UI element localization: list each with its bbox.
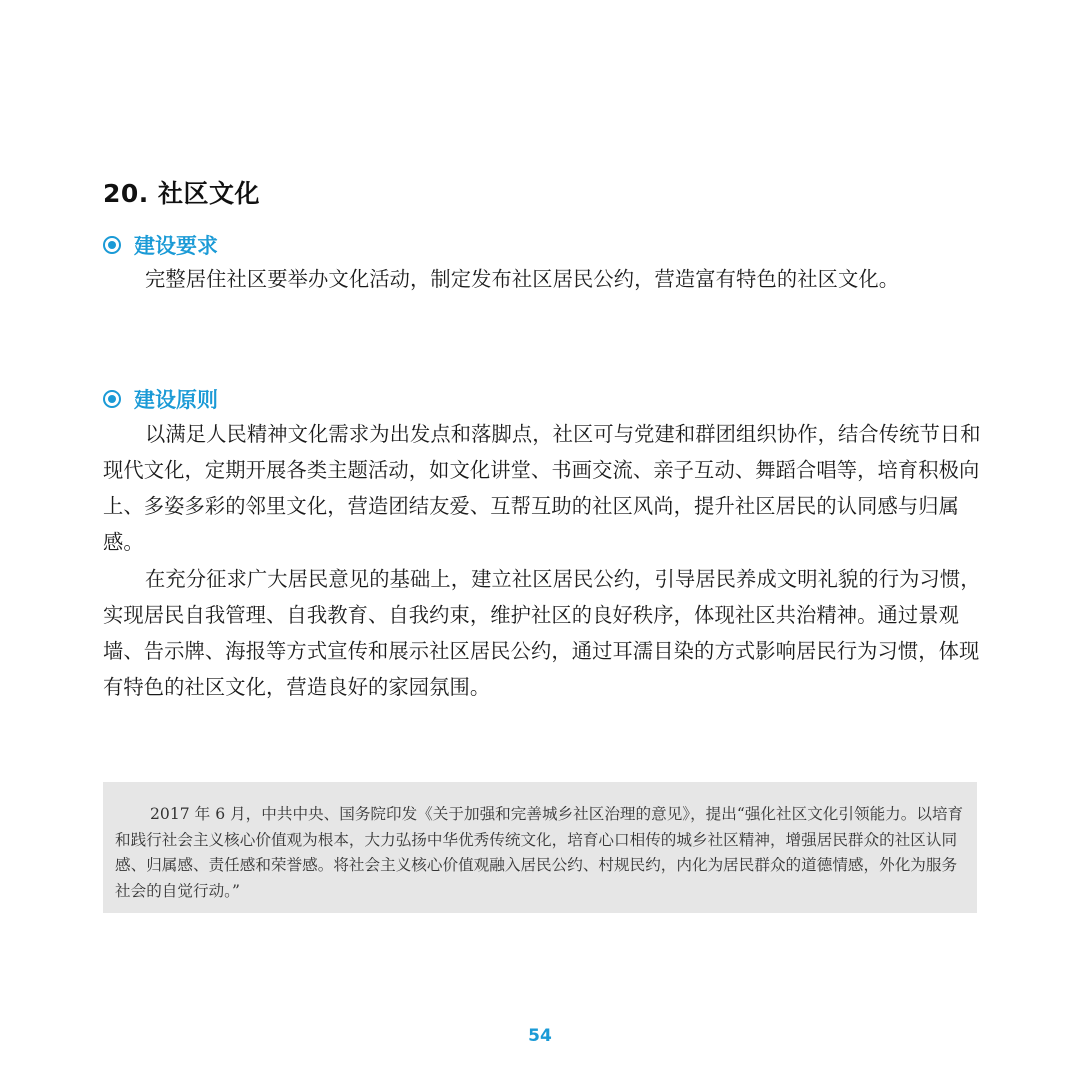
principles-paragraph-2: 在充分征求广大居民意见的基础上，建立社区居民公约，引导居民养成文明礼貌的行为习惯，实现居民自我管理、自我教育、自我约束，维护社区的良好秩序，体现社区共治精神。通过景观墙、告示牌、海报等方式宣传和展示社区居民公约，通过耳濡目染的方式影响居民行为习惯，体现有特色的社区文化，营造良好的家园氛围。 [103,567,981,699]
page-number: 54 [528,1026,552,1046]
principles-heading-label: 建设原则 [134,388,218,412]
requirements-heading [103,230,218,260]
principles-heading [103,384,218,414]
policy-note-text: 2017 年 6 月，中共中央、国务院印发《关于加强和完善城乡社区治理的意见》，提出“强化社区文化引领能力。以培育和践行社会主义核心价值观为根本，大力弘扬中华优秀传统文化，培育心口相传的城乡社区精神，增强居民群众的社区认同感、归属感、责任感和荣誉感。将社会主义核心价值观融入居民公约、村规民约，内化为居民群众的道德情感，外化为服务社会的自觉行动。” [115,805,964,900]
circle-bullet-icon [103,236,121,254]
requirements-text: 完整居住社区要举办文化活动，制定发布社区居民公约，营造富有特色的社区文化。 [145,267,900,291]
circle-bullet-icon [103,390,121,408]
policy-note-box [103,782,977,913]
section-title: 20. 社区文化 [103,179,260,208]
principles-paragraph-1: 以满足人民精神文化需求为出发点和落脚点，社区可与党建和群团组织协作，结合传统节日和现代文化，定期开展各类主题活动，如文化讲堂、书画交流、亲子互动、舞蹈合唱等，培育积极向上、多姿多彩的邻里文化，营造团结友爱、互帮互助的社区风尚，提升社区居民的认同感与归属感。 [103,422,981,554]
requirements-heading-label: 建设要求 [134,234,218,258]
